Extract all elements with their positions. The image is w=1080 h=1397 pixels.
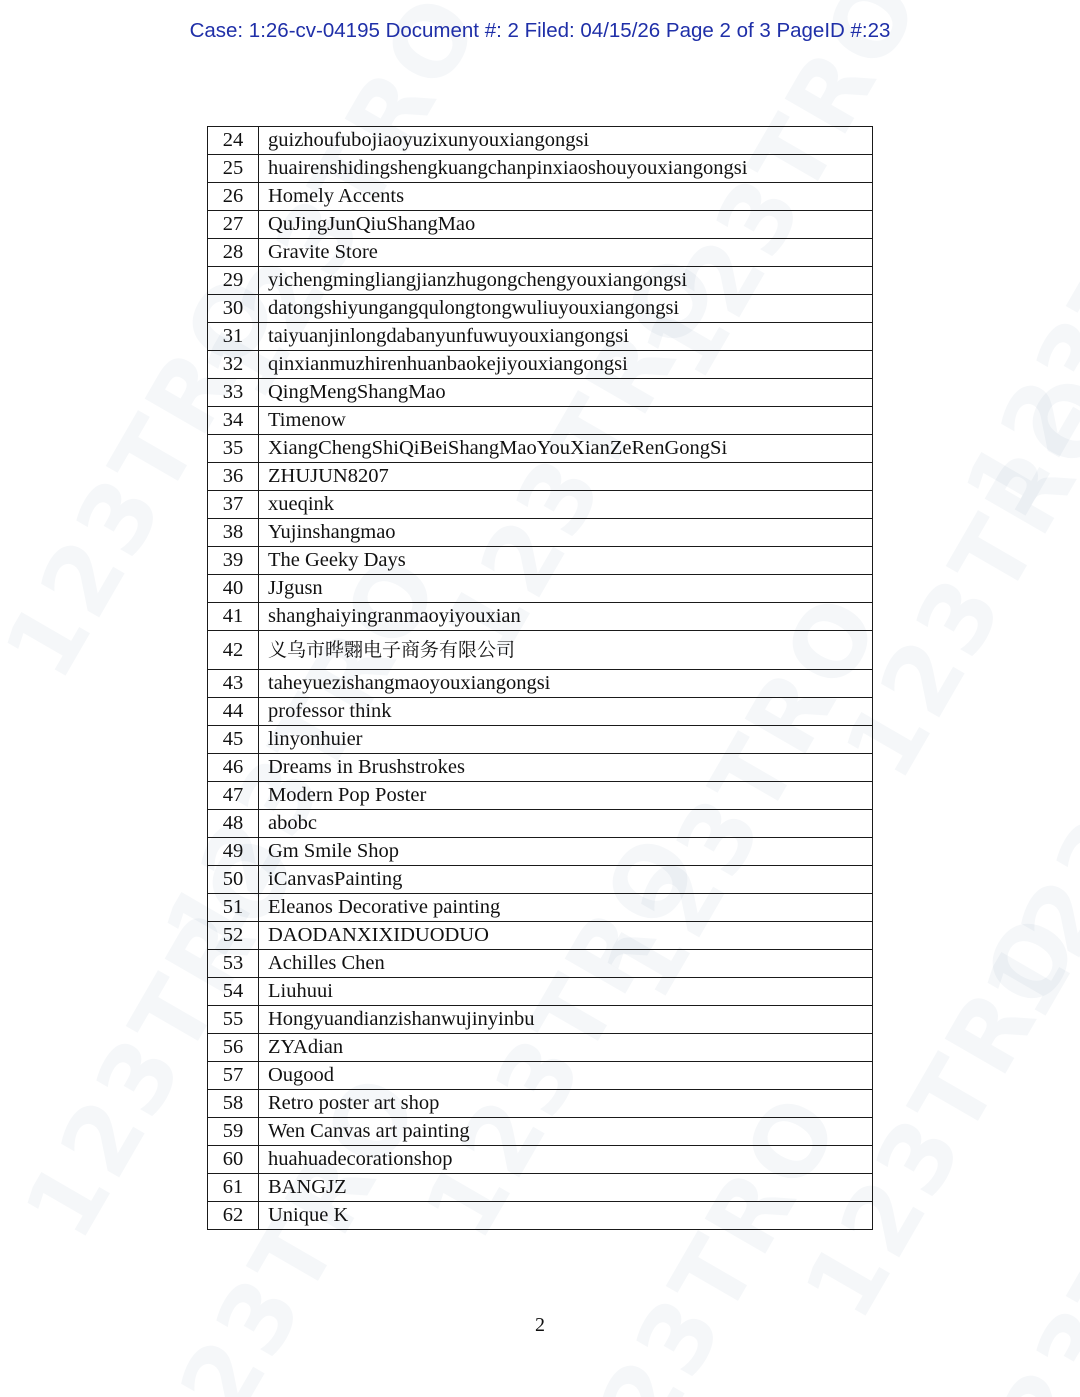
table-row [208,435,873,463]
table-row [208,1090,873,1118]
defendants-table-container [207,126,873,1230]
table-row [208,866,873,894]
table-row [208,1062,873,1090]
row-number: 52 [208,922,259,950]
table-row [208,726,873,754]
row-number: 62 [208,1202,259,1230]
seller-name: Homely Accents [259,183,873,211]
row-number: 30 [208,295,259,323]
seller-name: Yujinshangmao [259,519,873,547]
seller-name: XiangChengShiQiBeiShangMaoYouXianZeRenGongSi [259,435,873,463]
table-row [208,463,873,491]
page-number: 2 [535,1314,545,1336]
row-number: 46 [208,754,259,782]
row-number: 43 [208,670,259,698]
row-number: 45 [208,726,259,754]
watermark [943,95,1080,537]
row-number: 42 [208,631,259,670]
seller-name: guizhoufubojiaoyuzixunyouxiangongsi [259,127,873,155]
row-number: 34 [208,407,259,435]
seller-name: huairenshidingshengkuangchanpinxiaoshouyouxiangongsi [259,155,873,183]
table-row [208,351,873,379]
row-number: 37 [208,491,259,519]
table-row [208,978,873,1006]
table-row [208,211,873,239]
watermark [963,595,1080,1037]
table-row [208,1146,873,1174]
row-number: 58 [208,1090,259,1118]
table-row [208,295,873,323]
table-row [208,1034,873,1062]
row-number: 36 [208,463,259,491]
seller-name: JJgusn [259,575,873,603]
case-header: Case: 1:26-cv-04195 Document #: 2 Filed: 04/15/26 Page 2 of 3 PageID #:23 [189,19,891,42]
table-row [208,407,873,435]
table-row [208,547,873,575]
seller-name: qinxianmuzhirenhuanbaokejiyouxiangongsi [259,351,873,379]
row-number: 39 [208,547,259,575]
seller-name: Dreams in Brushstrokes [259,754,873,782]
seller-name: QingMengShangMao [259,379,873,407]
seller-name: The Geeky Days [259,547,873,575]
row-number: 41 [208,603,259,631]
table-row [208,379,873,407]
row-number: 47 [208,782,259,810]
table-body [208,127,873,1230]
seller-name: Achilles Chen [259,950,873,978]
defendants-table [207,126,873,1230]
row-number: 53 [208,950,259,978]
table-row [208,698,873,726]
row-number: 38 [208,519,259,547]
seller-name: DAODANXIXIDUODUO [259,922,873,950]
row-number: 40 [208,575,259,603]
seller-name: Gm Smile Shop [259,838,873,866]
table-row [208,838,873,866]
table-row [208,1174,873,1202]
seller-name: Wen Canvas art painting [259,1118,873,1146]
table-row [208,631,873,670]
seller-name: ZHUJUN8207 [259,463,873,491]
table-row [208,1202,873,1230]
row-number: 26 [208,183,259,211]
table-row [208,670,873,698]
row-number: 28 [208,239,259,267]
table-row [208,810,873,838]
seller-name: professor think [259,698,873,726]
table-row [208,754,873,782]
seller-name: linyonhuier [259,726,873,754]
table-row [208,575,873,603]
table-row [208,950,873,978]
seller-name: Liuhuui [259,978,873,1006]
row-number: 33 [208,379,259,407]
seller-name: Modern Pop Poster [259,782,873,810]
seller-name: xueqink [259,491,873,519]
row-number: 49 [208,838,259,866]
seller-name: taheyuezishangmaoyouxiangongsi [259,670,873,698]
seller-name: huahuadecorationshop [259,1146,873,1174]
row-number: 55 [208,1006,259,1034]
table-row [208,519,873,547]
row-number: 50 [208,866,259,894]
seller-name: ZYAdian [259,1034,873,1062]
seller-name: Unique K [259,1202,873,1230]
seller-name: Gravite Store [259,239,873,267]
seller-name: taiyuanjinlongdabanyunfuwuyouxiangongsi [259,323,873,351]
row-number: 48 [208,810,259,838]
row-number: 44 [208,698,259,726]
seller-name: Ougood [259,1062,873,1090]
row-number: 32 [208,351,259,379]
table-row [208,894,873,922]
seller-name: Eleanos Decorative painting [259,894,873,922]
seller-name: 义乌市晔翾电子商务有限公司 [259,631,873,670]
seller-name: abobc [259,810,873,838]
row-number: 61 [208,1174,259,1202]
table-row [208,603,873,631]
row-number: 57 [208,1062,259,1090]
seller-name: shanghaiyingranmaoyiyouxian [259,603,873,631]
row-number: 56 [208,1034,259,1062]
seller-name: Retro poster art shop [259,1090,873,1118]
row-number: 35 [208,435,259,463]
row-number: 27 [208,211,259,239]
row-number: 31 [208,323,259,351]
table-row [208,782,873,810]
table-row [208,267,873,295]
table-row [208,1006,873,1034]
table-row [208,1118,873,1146]
row-number: 60 [208,1146,259,1174]
watermark [943,1085,1080,1397]
seller-name: iCanvasPainting [259,866,873,894]
row-number: 25 [208,155,259,183]
table-row [208,155,873,183]
row-number: 59 [208,1118,259,1146]
seller-name: Hongyuandianzishanwujinyinbu [259,1006,873,1034]
seller-name: yichengmingliangjianzhugongchengyouxiangongsi [259,267,873,295]
row-number: 54 [208,978,259,1006]
seller-name: QuJingJunQiuShangMao [259,211,873,239]
row-number: 51 [208,894,259,922]
row-number: 29 [208,267,259,295]
table-row [208,491,873,519]
seller-name: BANGJZ [259,1174,873,1202]
table-row [208,183,873,211]
table-row [208,239,873,267]
table-row [208,127,873,155]
row-number: 24 [208,127,259,155]
seller-name: Timenow [259,407,873,435]
seller-name: datongshiyungangqulongtongwuliuyouxiangongsi [259,295,873,323]
table-row [208,323,873,351]
table-row [208,922,873,950]
